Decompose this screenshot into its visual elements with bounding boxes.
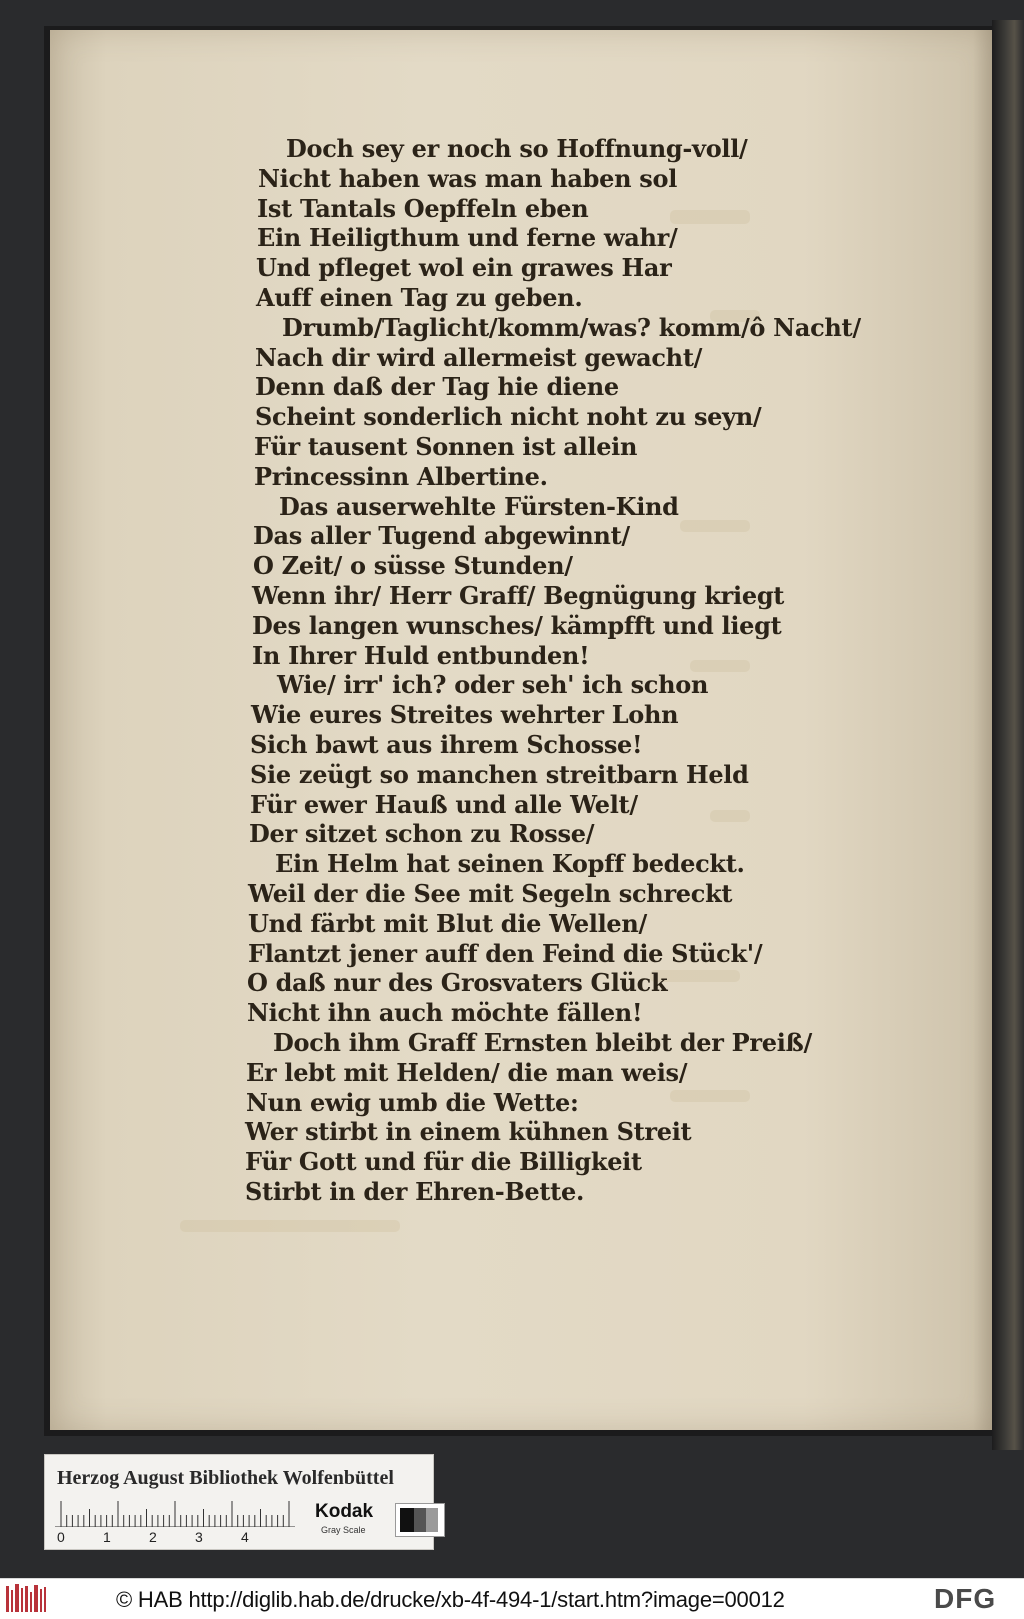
poem-line: Wenn ihr/ Herr Graff/ Begnügung kriegt	[252, 580, 785, 610]
swatch-light-gray	[426, 1508, 438, 1532]
dfg-logo: DFG	[934, 1583, 997, 1614]
ruler-number: 1	[103, 1529, 111, 1545]
poem-line: Für Gott und für die Billigkeit	[245, 1147, 642, 1177]
swatch-dark-gray	[414, 1508, 426, 1532]
poem-line: Nun ewig umb die Wette:	[246, 1087, 579, 1117]
poem-line: Flantzt jener auff den Feind die Stück'/	[248, 938, 763, 968]
poem-line: Nach dir wird allermeist gewacht/	[255, 342, 703, 372]
poem-line: Und pfleget wol ein grawes Har	[256, 253, 672, 283]
poem-line: Denn daß der Tag hie diene	[255, 372, 619, 402]
poem-line: O daß nur des Grosvaters Glück	[247, 968, 668, 998]
poem-line: Das aller Tugend abgewinnt/	[253, 521, 630, 551]
library-name: Herzog August Bibliothek Wolfenbüttel	[57, 1467, 394, 1489]
poem-line: Scheint sonderlich nicht noht zu seyn/	[255, 402, 762, 432]
ruler-number: 4	[241, 1529, 249, 1545]
poem-line: Nicht ihn auch möchte fällen!	[247, 998, 643, 1028]
next-page-edge	[992, 20, 1024, 1450]
ruler-number: 3	[195, 1529, 203, 1545]
poem-line: Stirbt in der Ehren-Bette.	[245, 1176, 584, 1206]
poem-line: Und färbt mit Blut die Wellen/	[248, 908, 648, 938]
ruler-number: 0	[57, 1529, 65, 1545]
poem-line: Doch sey er noch so Hoffnung-voll/	[286, 134, 748, 163]
poem-line: Sie zeügt so manchen streitbarn Held	[250, 759, 749, 789]
hab-barcode-logo-icon	[4, 1582, 48, 1616]
poem-line: Auff einen Tag zu geben.	[256, 282, 583, 312]
ruler-number: 2	[149, 1529, 157, 1545]
poem-line: Wie/ irr' ich? oder seh' ich schon	[277, 670, 709, 700]
swatch-black	[400, 1508, 414, 1532]
poem-line: Wer stirbt in einem kühnen Streit	[245, 1117, 692, 1147]
copyright-url[interactable]: © HAB http://diglib.hab.de/drucke/xb-4f-494-1/start.htm?image=00012	[116, 1587, 785, 1612]
footer-bar	[0, 1578, 1024, 1619]
poem-line: Doch ihm Graff Ernsten bleibt der Preiß/	[273, 1027, 812, 1057]
kodak-brand: Kodak	[315, 1501, 374, 1522]
poem-line: Für ewer Hauß und alle Welt/	[250, 789, 638, 819]
poem-line: Nicht haben was man haben sol	[258, 163, 678, 193]
poem-line: O Zeit/ o süsse Stunden/	[253, 551, 573, 581]
gray-scale-swatch	[395, 1503, 445, 1537]
scale-ruler	[55, 1501, 295, 1527]
poem-line: Ein Helm hat seinen Kopff bedeckt.	[275, 849, 745, 879]
poem-line: Ein Heiligthum und ferne wahr/	[257, 223, 678, 253]
poem-text	[245, 134, 861, 1207]
poem-line: Sich bawt aus ihrem Schosse!	[250, 729, 643, 759]
color-reference-card	[44, 1454, 434, 1550]
poem-line: Das auserwehlte Fürsten-Kind	[279, 491, 679, 521]
poem-line: Drumb/Taglicht/komm/was? komm/ô Nacht/	[282, 312, 861, 342]
poem-line: In Ihrer Huld entbunden!	[252, 640, 590, 670]
poem-line: Wie eures Streites wehrter Lohn	[251, 700, 679, 730]
poem-line: Des langen wunsches/ kämpfft und liegt	[252, 610, 782, 640]
poem-line: Er lebt mit Helden/ die man weis/	[246, 1057, 688, 1087]
poem-line: Der sitzet schon zu Rosse/	[249, 819, 595, 849]
poem-line: Princessinn Albertine.	[254, 461, 548, 491]
poem-line: Für tausent Sonnen ist allein	[254, 431, 638, 461]
kodak-subtitle: Gray Scale	[321, 1525, 366, 1535]
poem-line: Weil der die See mit Segeln schreckt	[248, 878, 733, 908]
poem-line: Ist Tantals Oepffeln eben	[257, 193, 589, 223]
